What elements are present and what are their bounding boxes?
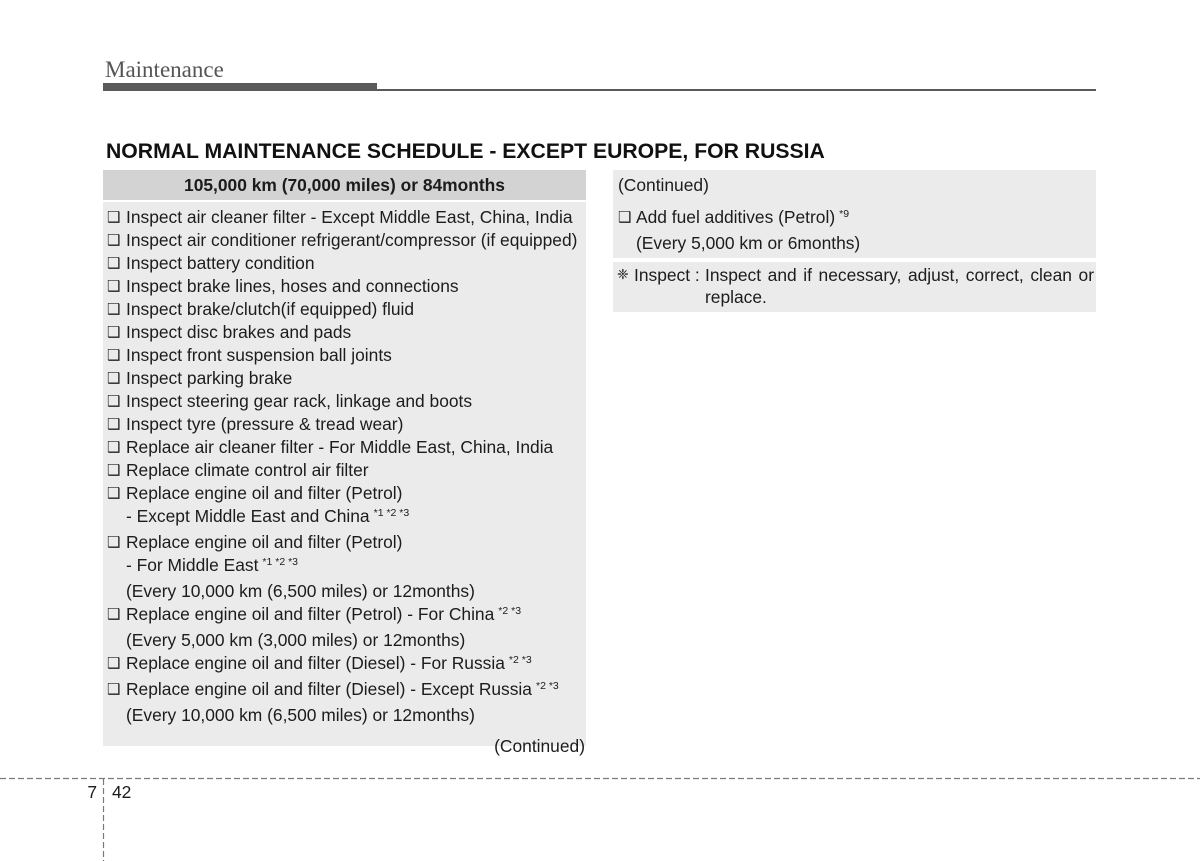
item-condition-text: - Except Middle East and China — [126, 506, 370, 526]
footnote-refs: *2 *3 — [508, 654, 532, 666]
item-text: Replace engine oil and filter (Petrol) — [126, 483, 403, 503]
footnote-refs: *1 *2 *3 — [262, 556, 299, 568]
checkbox-icon: ❑ — [107, 533, 121, 551]
item-text: Replace engine oil and filter (Diesel) - For Russia — [126, 653, 505, 673]
checkbox-icon: ❑ — [107, 369, 121, 387]
page-number: 42 — [112, 782, 132, 802]
chapter-number: 7 — [87, 782, 97, 802]
item-text: Inspect air cleaner filter - Except Middle East, China, India — [126, 207, 573, 227]
footnote-refs: *9 — [839, 208, 850, 220]
item-text: Replace climate control air filter — [126, 460, 369, 480]
item-text: Replace engine oil and filter (Petrol) — [126, 532, 403, 552]
item-text: Replace engine oil and filter (Petrol) - For China — [126, 604, 495, 624]
checkbox-icon: ❑ — [107, 461, 121, 479]
item-condition-text: - For Middle East — [126, 555, 259, 575]
checkbox-icon: ❑ — [107, 438, 121, 456]
item-text: Inspect tyre (pressure & tread wear) — [126, 414, 404, 434]
item-text: Inspect parking brake — [126, 368, 293, 388]
item-interval: (Every 10,000 km (6,500 miles) or 12months) — [126, 581, 475, 601]
checkbox-icon: ❑ — [618, 208, 632, 226]
checkbox-icon: ❑ — [107, 300, 121, 318]
item-text: Inspect steering gear rack, linkage and boots — [126, 391, 473, 411]
checkbox-icon: ❑ — [107, 680, 121, 698]
continued-label: (Continued) — [494, 736, 585, 756]
note-term: Inspect : — [634, 265, 700, 285]
footnote-refs: *1 *2 *3 — [373, 507, 410, 519]
item-text: Inspect brake/clutch(if equipped) fluid — [126, 299, 415, 319]
checkbox-icon: ❑ — [107, 605, 121, 623]
checkbox-icon: ❑ — [107, 231, 121, 249]
item-text: Inspect disc brakes and pads — [126, 322, 352, 342]
item-text: Replace air cleaner filter - For Middle East, China, India — [126, 437, 554, 457]
page-title: NORMAL MAINTENANCE SCHEDULE - EXCEPT EUROPE, FOR RUSSIA — [106, 140, 825, 163]
item-interval: (Every 5,000 km or 6months) — [636, 233, 861, 253]
checkbox-icon: ❑ — [107, 323, 121, 341]
checkbox-icon: ❑ — [107, 277, 121, 295]
section-title: Maintenance — [105, 57, 224, 82]
item-text: Inspect air conditioner refrigerant/compressor (if equipped) — [126, 230, 578, 250]
note-definition: Inspect and if necessary, adjust, correct, clean or replace. — [705, 265, 1094, 307]
checkbox-icon: ❑ — [107, 654, 121, 672]
checkbox-icon: ❑ — [107, 208, 121, 226]
item-interval: (Every 5,000 km (3,000 miles) or 12months) — [126, 630, 466, 650]
checkbox-icon: ❑ — [107, 346, 121, 364]
interval-heading: 105,000 km (70,000 miles) or 84months — [103, 170, 586, 202]
checkbox-icon: ❑ — [107, 254, 121, 272]
checkbox-icon: ❑ — [107, 484, 121, 502]
checkbox-icon: ❑ — [107, 392, 121, 410]
item-text: Inspect front suspension ball joints — [126, 345, 392, 365]
checkbox-icon: ❑ — [107, 415, 121, 433]
sparkle-icon: ❈ — [617, 267, 629, 283]
item-text: Replace engine oil and filter (Diesel) - Except Russia — [126, 679, 532, 699]
item-text: Add fuel additives (Petrol) — [636, 207, 836, 227]
item-text: Inspect brake lines, hoses and connections — [126, 276, 459, 296]
continued-heading: (Continued) — [618, 175, 709, 195]
item-text: Inspect battery condition — [126, 253, 315, 273]
footnote-refs: *2 *3 — [498, 605, 522, 617]
item-interval: (Every 10,000 km (6,500 miles) or 12months) — [126, 705, 475, 725]
footnote-refs: *2 *3 — [535, 680, 559, 692]
